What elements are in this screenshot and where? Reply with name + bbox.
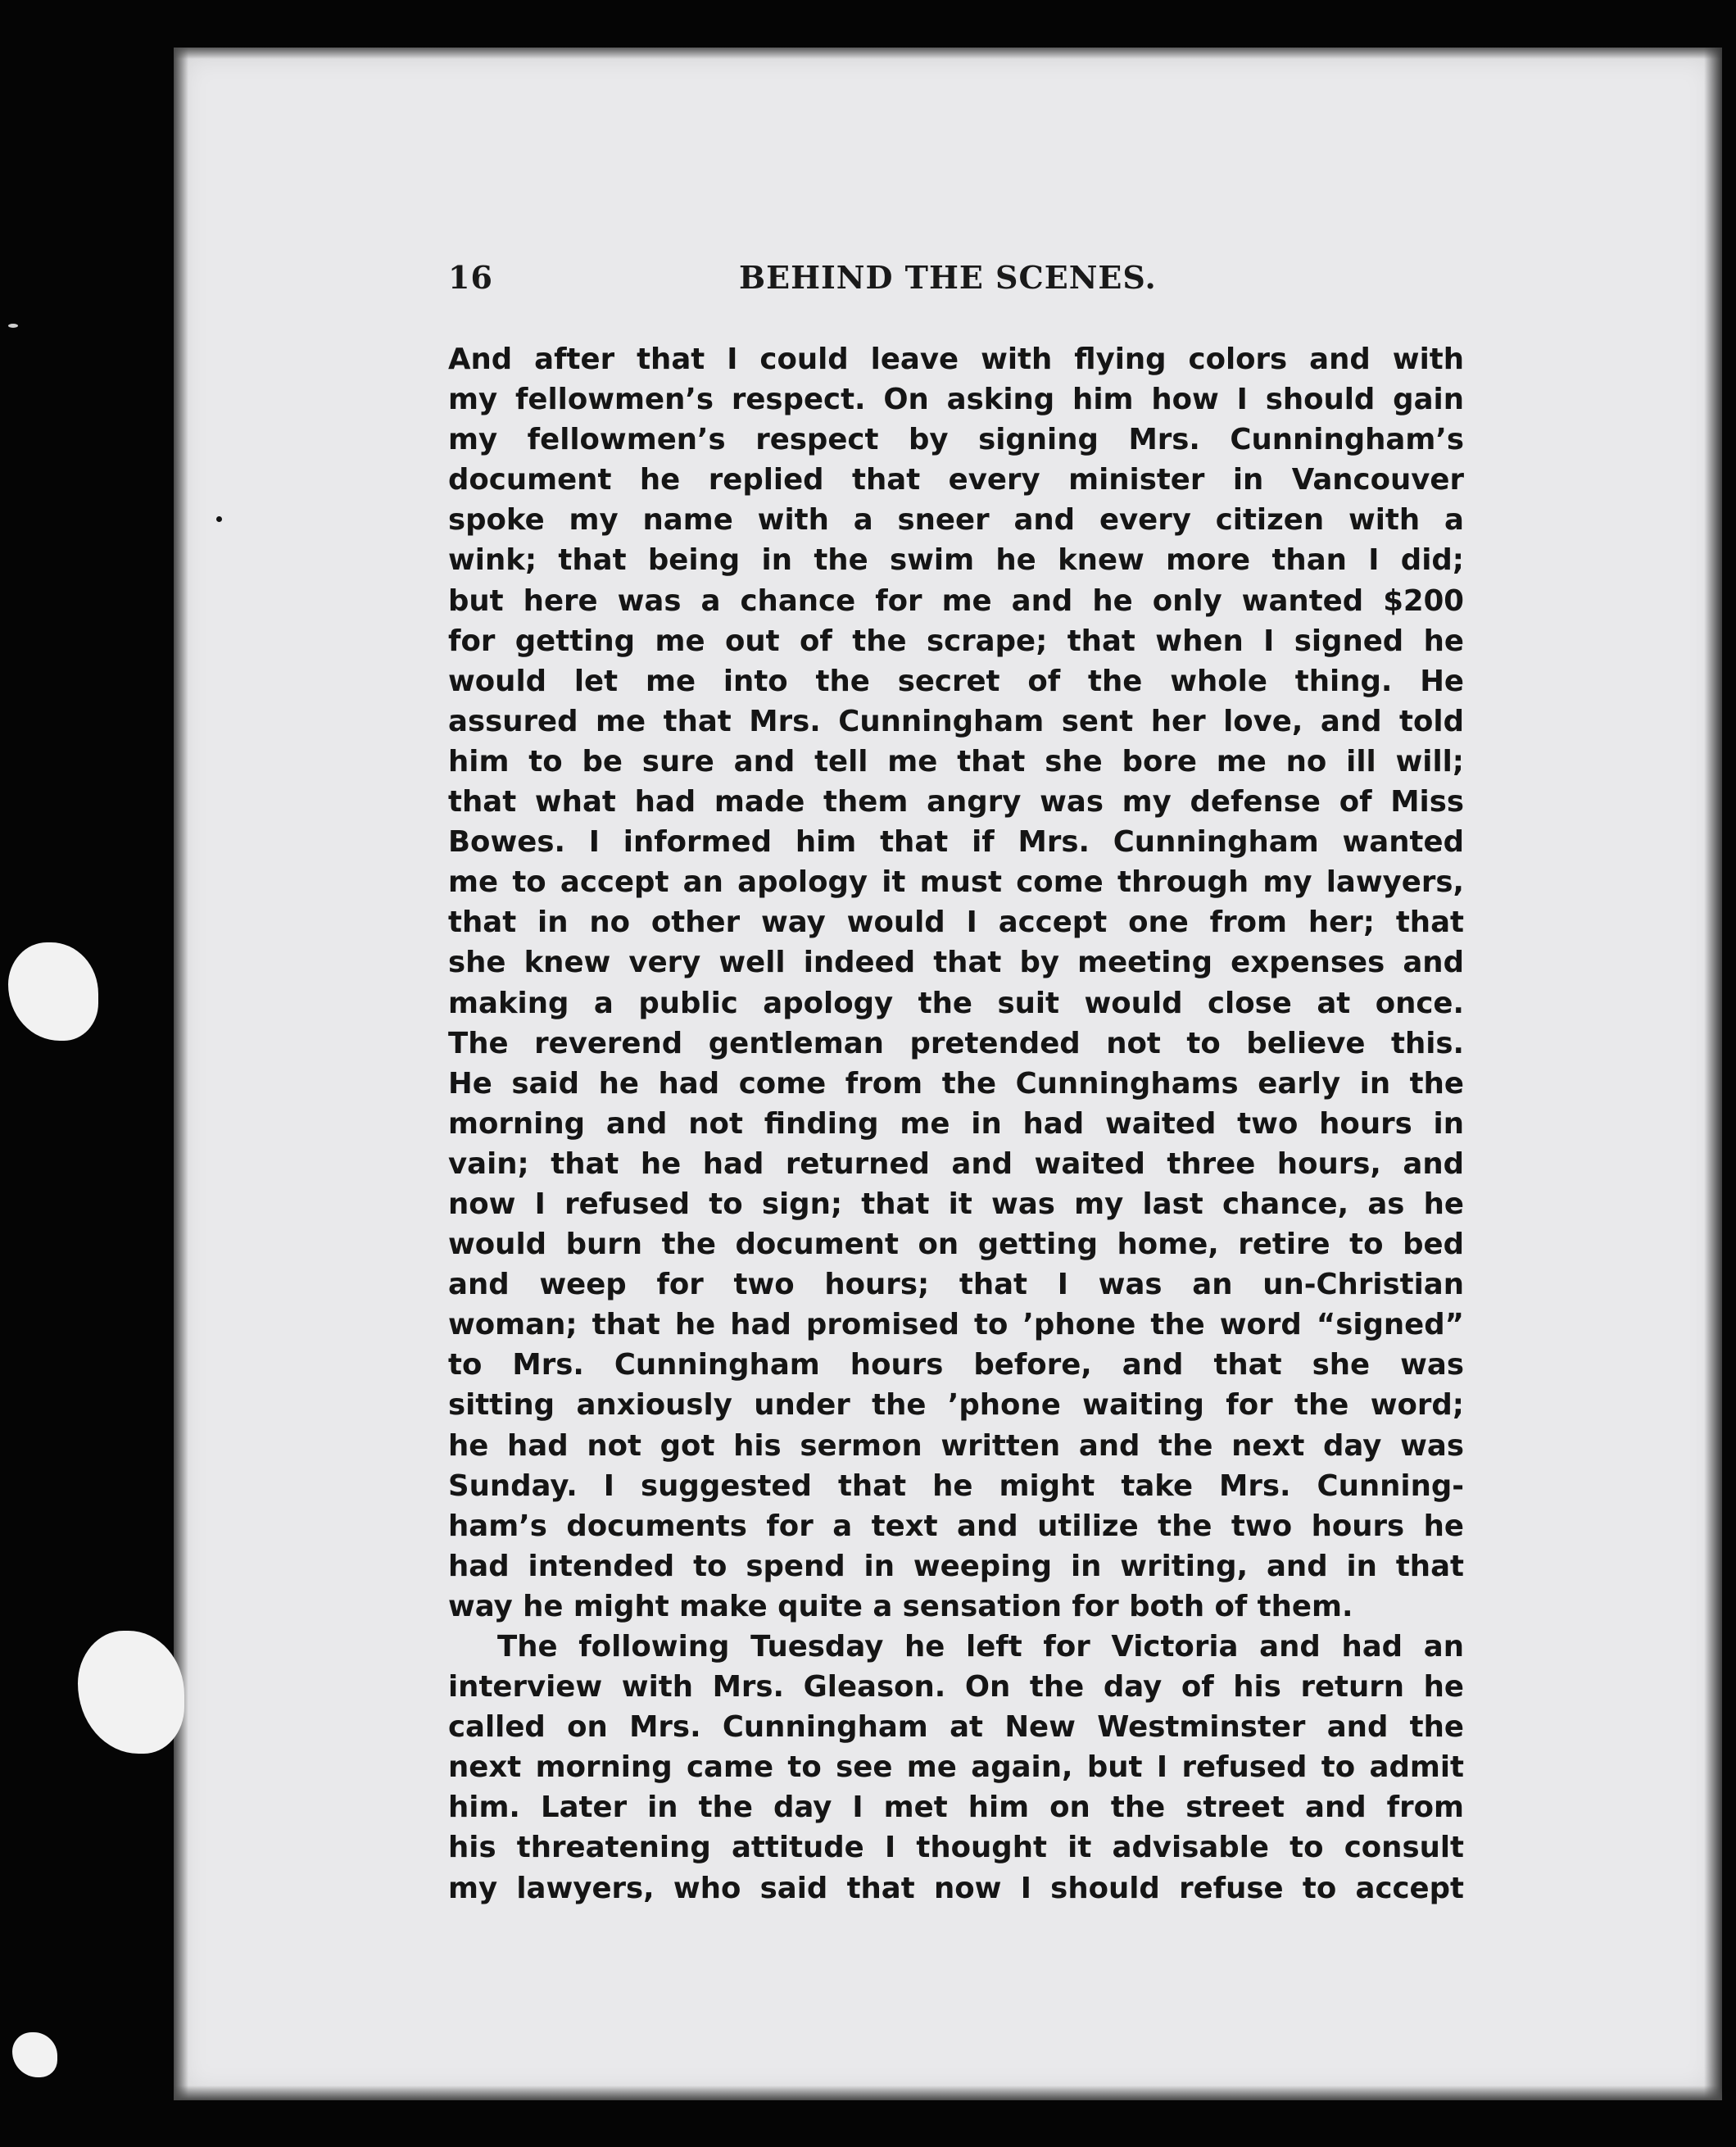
paragraph (448, 339, 1464, 1627)
text-line: way he might make quite a sensation for both of them. (448, 1589, 1353, 1623)
text-line: she knew very well indeed that by meeting expenses and (448, 946, 1464, 980)
page-number: 16 (448, 259, 493, 296)
text-line: making a public apology the suit would close at once. (448, 986, 1464, 1020)
text-line: my lawyers, who said that now I should refuse to accept (448, 1871, 1464, 1905)
text-line: morning and not finding me in had waited two hours in (448, 1106, 1464, 1141)
text-line: would let me into the secret of the whole thing. He (448, 664, 1464, 698)
text-line: next morning came to see me again, but I refused to admit (448, 1750, 1464, 1785)
text-line: but here was a chance for me and he only wanted $200 (448, 583, 1464, 618)
text-line: assured me that Mrs. Cunningham sent her love, and told (448, 704, 1464, 738)
text-line: The following Tuesday he left for Victoria and had an (497, 1630, 1464, 1664)
body-text (448, 339, 1464, 1909)
scan-speck (216, 516, 222, 522)
text-line: would burn the document on getting home, retire to bed (448, 1228, 1464, 1262)
scan-blot (12, 2032, 57, 2077)
text-line: The reverend gentleman pretended not to believe this. (448, 1026, 1464, 1060)
text-line: that in no other way would I accept one from her; that (448, 906, 1464, 940)
running-head (448, 259, 1468, 300)
scan-blot (8, 942, 98, 1041)
text-line: Bowes. I informed him that if Mrs. Cunningham wanted (448, 825, 1464, 860)
text-line: now I refused to sign; that it was my last chance, as he (448, 1187, 1464, 1221)
page-edge-left (174, 48, 188, 2100)
text-line: my fellowmen’s respect. On asking him how I should gain (448, 383, 1464, 417)
text-line: sitting anxiously under the ’phone waiting for the word; (448, 1388, 1464, 1423)
paragraph (448, 1627, 1464, 1909)
running-head-title: BEHIND THE SCENES. (739, 259, 1157, 296)
text-line: interview with Mrs. Gleason. On the day of his return he (448, 1670, 1464, 1704)
text-line: vain; that he had returned and waited three hours, and (448, 1146, 1464, 1181)
text-line: woman; that he had promised to ’phone the word “signed” (448, 1308, 1464, 1342)
text-line: that what had made them angry was my defense of Miss (448, 785, 1464, 819)
scan-blot (78, 1631, 184, 1754)
page-edge-top (174, 48, 1722, 59)
text-line: He said he had come from the Cunninghams early in the (448, 1066, 1464, 1101)
text-line: to Mrs. Cunningham hours before, and that she was (448, 1348, 1464, 1382)
text-line: had intended to spend in weeping in writing, and in that (448, 1549, 1464, 1583)
page-edge-bottom (174, 2086, 1722, 2100)
text-line: called on Mrs. Cunningham at New Westminster and the (448, 1710, 1464, 1745)
text-line: me to accept an apology it must come through my lawyers, (448, 865, 1464, 900)
text-line: document he replied that every minister in Vancouver (448, 463, 1464, 497)
text-line: for getting me out of the scrape; that when I signed he (448, 624, 1464, 658)
text-line: ham’s documents for a text and utilize the two hours he (448, 1509, 1464, 1543)
text-line: And after that I could leave with flying colors and with (448, 343, 1464, 376)
text-line: him to be sure and tell me that she bore me no ill will; (448, 744, 1464, 778)
scan-speck (8, 324, 18, 328)
text-line: wink; that being in the swim he knew more than I did; (448, 543, 1464, 578)
text-line: and weep for two hours; that I was an un-Christian (448, 1268, 1464, 1302)
text-line: my fellowmen’s respect by signing Mrs. Cunningham’s (448, 423, 1464, 457)
text-line: his threatening attitude I thought it advisable to consult (448, 1831, 1464, 1865)
text-line: Sunday. I suggested that he might take Mrs. Cunning- (448, 1468, 1464, 1503)
text-line: he had not got his sermon written and the next day was (448, 1428, 1464, 1463)
page-edge-right (1704, 48, 1722, 2100)
text-line: him. Later in the day I met him on the street and from (448, 1791, 1464, 1825)
text-line: spoke my name with a sneer and every citizen with a (448, 503, 1464, 538)
